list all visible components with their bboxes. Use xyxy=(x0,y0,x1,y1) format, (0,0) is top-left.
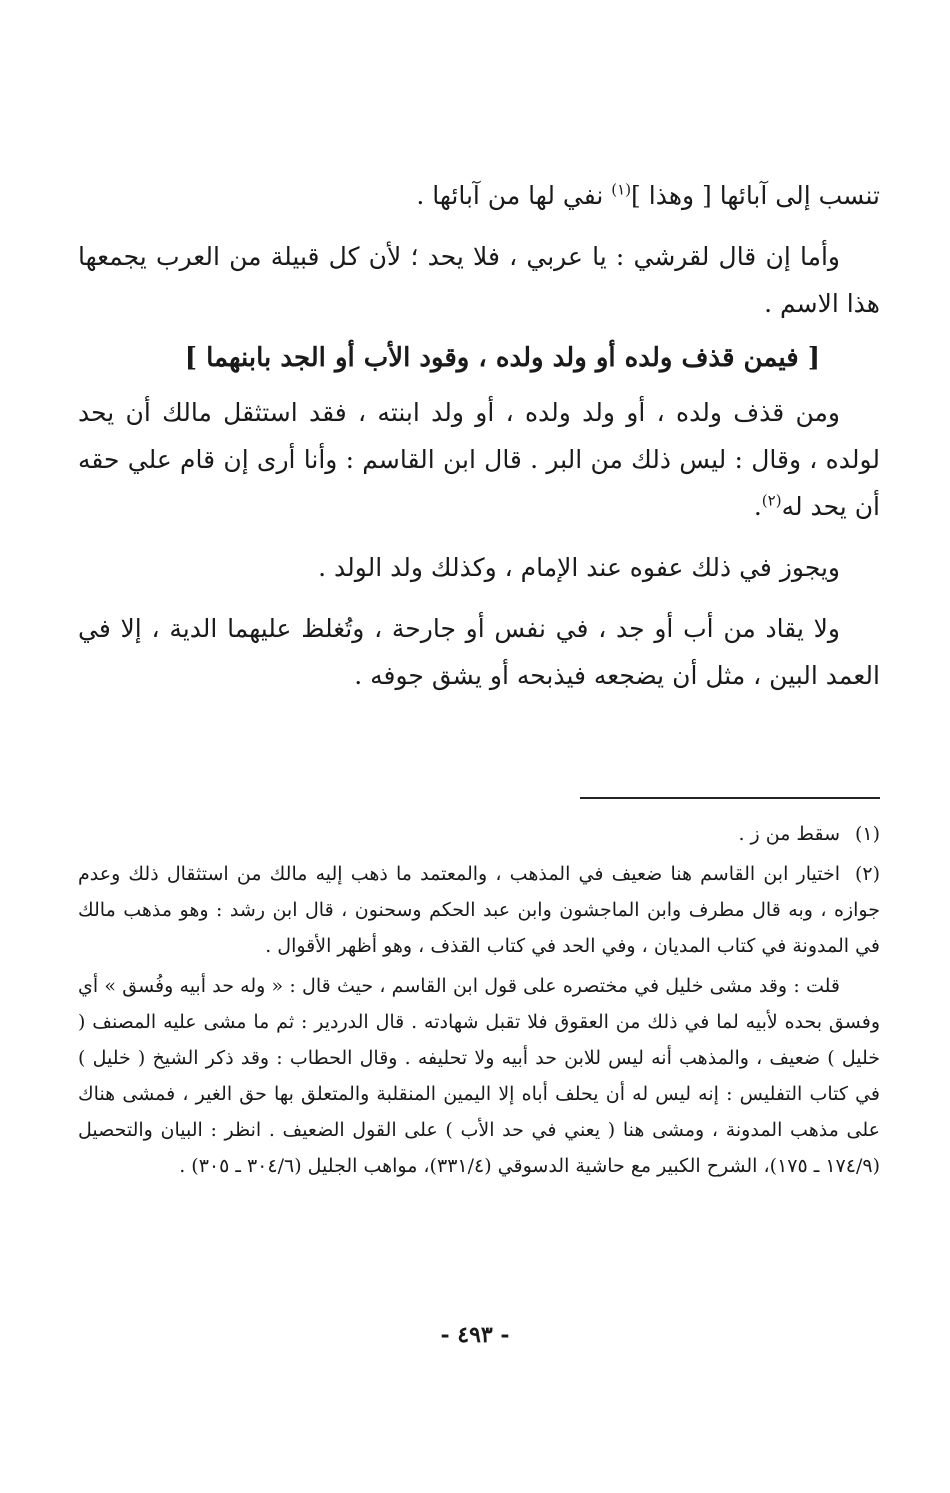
paragraph-1-text-a: تنسب إلى آبائها [ وهذا ] xyxy=(631,181,880,210)
paragraph-3 xyxy=(78,389,880,530)
footnote-2-number: (٢) xyxy=(854,863,880,885)
footnote-2-text: اختيار ابن القاسم هنا ضعيف في المذهب ، والمعتمد ما ذهب إليه مالك من استثقال ذلك وعدم جوازه ، وبه قال مطرف وابن الماجشون وابن عبد الحكم وسحنون ، قال ابن رشد : وهو مذهب مالك في المدونة في كتاب المديان ، وفي الحد في كتاب القذف ، وهو أظهر الأقوال . xyxy=(78,863,880,957)
footnotes xyxy=(78,816,880,1184)
page-number: - ٤٩٣ - xyxy=(440,1322,510,1348)
paragraph-2: وأما إن قال لقرشي : يا عربي ، فلا يحد ؛ لأن كل قبيلة من العرب يجمعها هذا الاسم . xyxy=(78,242,880,318)
footnote-1-text: سقط من ز . xyxy=(738,823,840,845)
footnote-1-number: (١) xyxy=(854,823,880,845)
footnote-ref-2[interactable]: (٢) xyxy=(761,491,782,510)
paragraph-4: ويجوز في ذلك عفوه عند الإمام ، وكذلك ولد الولد . xyxy=(318,553,840,582)
main-text xyxy=(78,172,880,699)
section-heading: [ فيمن قذف ولده أو ولد ولده ، وقود الأب أو الجد بابنهما ] xyxy=(184,343,820,373)
paragraph-1-text-b: نفي لها من آبائها . xyxy=(416,181,612,210)
footnote-separator xyxy=(580,797,880,799)
footnote-1 xyxy=(78,816,880,852)
footnote-ref-1[interactable]: (١) xyxy=(611,180,632,199)
footnote-2-continuation: قلت : وقد مشى خليل في مختصره على قول ابن القاسم ، حيث قال : « وله حد أبيه وفُسق » أي وفسق بحده لأبيه لما في ذلك من العقوق فلا تقبل شهادته . قال الدردير : ثم ما مشى عليه المصنف ( خليل ) ضعيف ، والمذهب أنه ليس للابن حد أبيه ولا تحليفه . وقال الحطاب : وقد ذكر الشيخ ( خليل ) في كتاب التفليس : إنه ليس له أن يحلف أباه إلا اليمين المنقلبة والمتعلق بها حق الغير ، فمشى هناك على مذهب المدونة ، ومشى هنا ( يعني في حد الأب ) على القول الضعيف . انظر : البيان والتحصيل (١٧٤/٩ ـ ١٧٥)، الشرح الكبير مع حاشية الدسوقي (٣٣١/٤)، مواهب الجليل (٣٠٤/٦ ـ ٣٠٥) . xyxy=(78,975,880,1177)
paragraph-3-text-a: ومن قذف ولده ، أو ولد ولده ، أو ولد ابنته ، فقد استثقل مالك أن يحد لولده ، وقال : ليس ذلك من البر . قال ابن القاسم : وأنا أرى إن قام علي حقه أن يحد له xyxy=(78,398,880,521)
paragraph-1 xyxy=(78,172,880,219)
paragraph-5: ولا يقاد من أب أو جد ، في نفس أو جارحة ، وتُغلظ عليهما الدية ، إلا في العمد البين ، مثل أن يضجعه فيذبحه أو يشق جوفه . xyxy=(78,614,880,690)
footnote-2 xyxy=(78,856,880,964)
paragraph-3-text-b: . xyxy=(753,492,762,521)
